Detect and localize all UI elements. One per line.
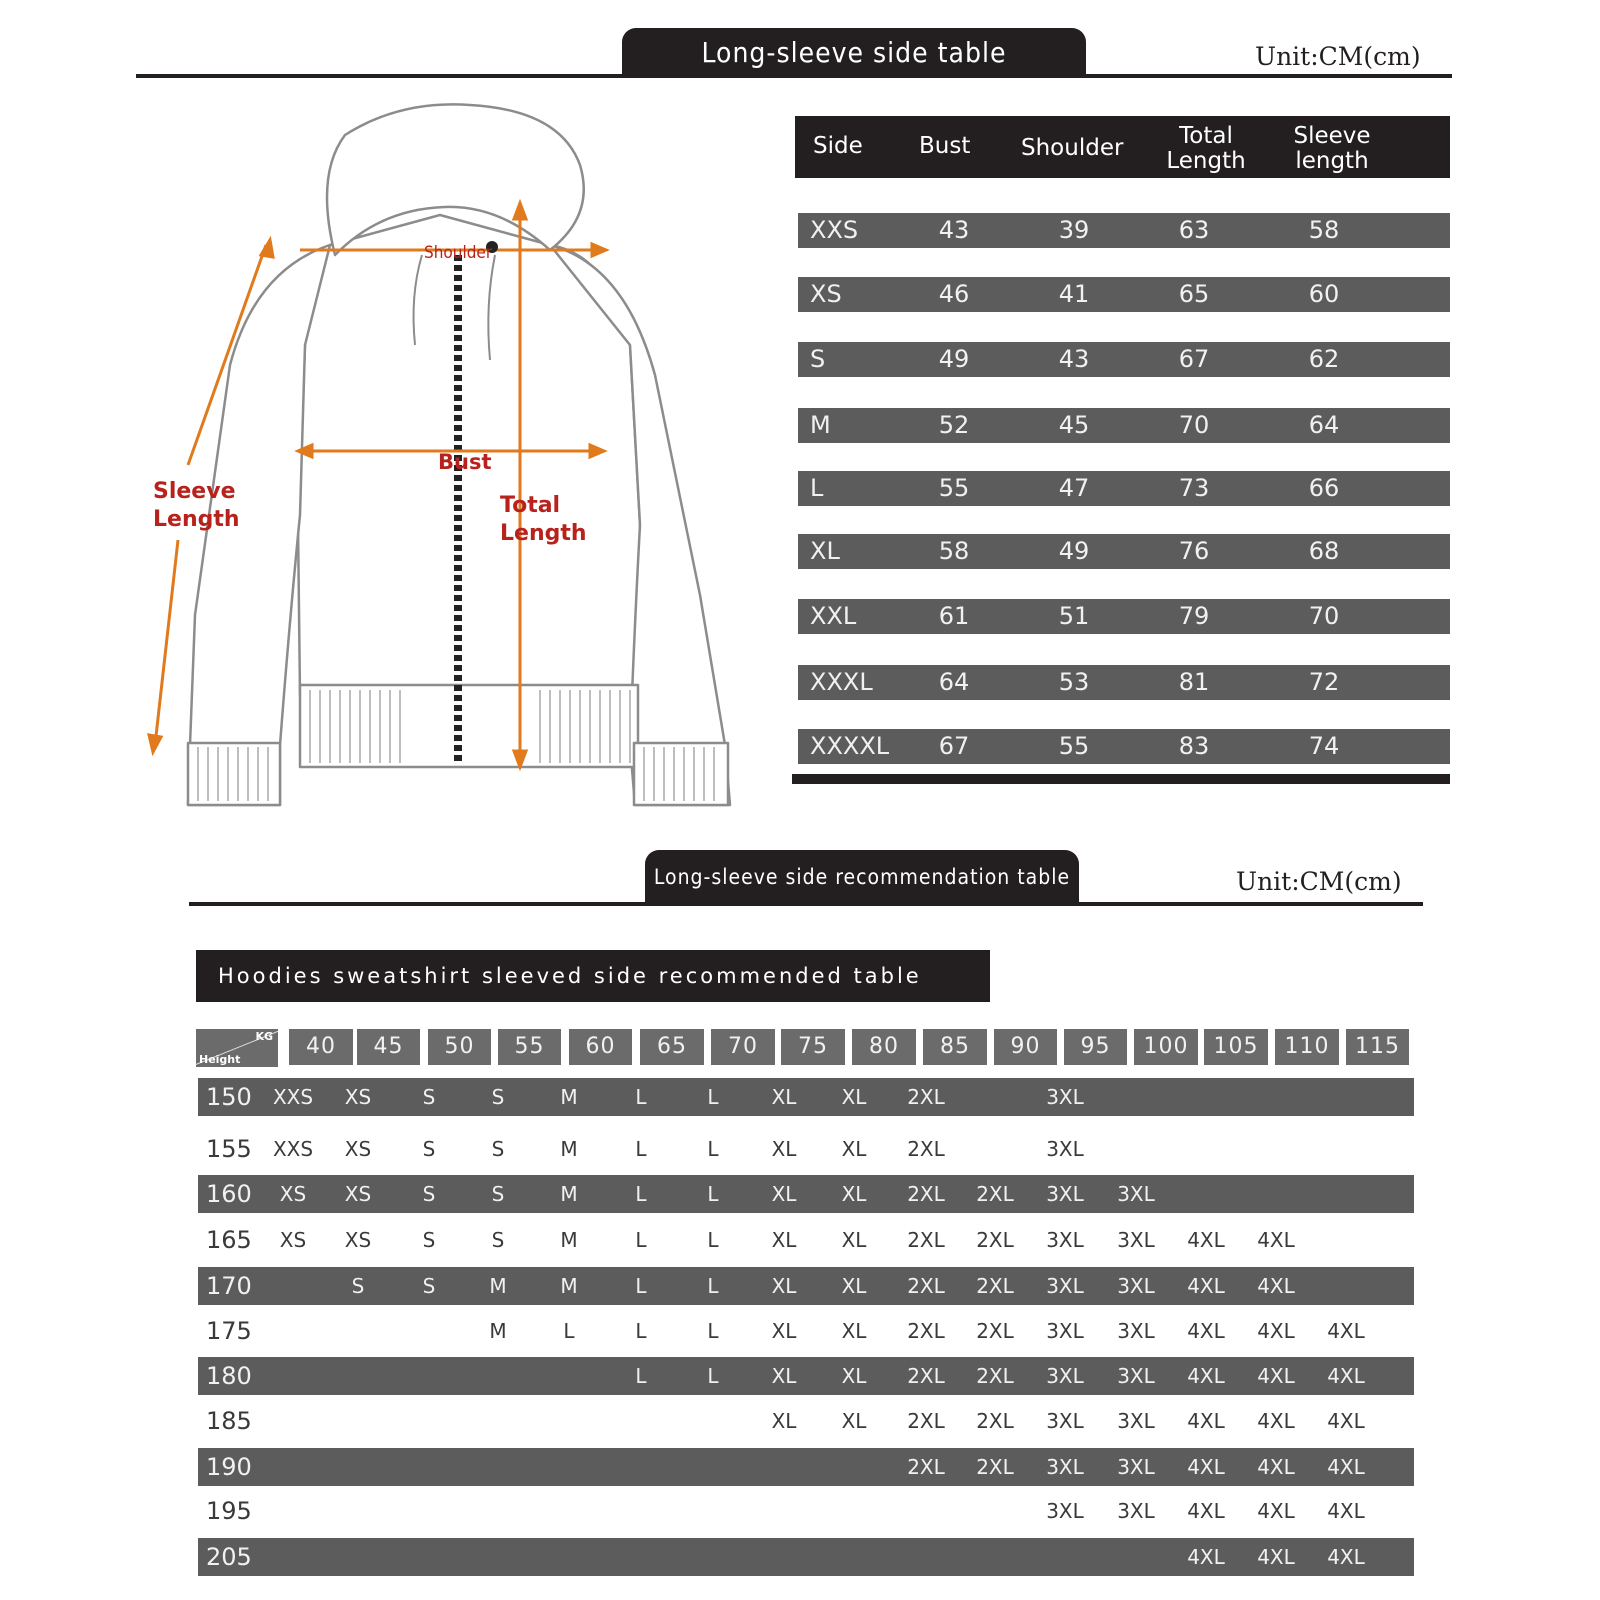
size-recommendation-cell: 2XL [907,1228,945,1252]
size-cell-sleeve-length: 64 [1308,411,1340,439]
size-recommendation-cell: 4XL [1257,1319,1295,1343]
size-recommendation-cell: S [491,1182,505,1206]
size-recommendation-cell: 2XL [907,1409,945,1433]
size-recommendation-cell: L [707,1085,719,1109]
height-label: Height [199,1053,241,1066]
size-cell-total-length: 73 [1178,474,1210,502]
size-row [798,665,1450,700]
size-recommendation-cell: 3XL [1046,1319,1084,1343]
size-recommendation-cell: 4XL [1327,1409,1365,1433]
size-recommendation-cell: L [707,1182,719,1206]
recommendation-tab [645,850,1079,904]
weight-header-cell: 75 [781,1029,845,1065]
size-recommendation-cell: XL [771,1182,797,1206]
weight-header-cell: 95 [1064,1029,1127,1065]
size-recommendation-cell: XL [841,1274,867,1298]
size-recommendation-cell: XL [841,1228,867,1252]
size-cell-shoulder: 41 [1058,280,1090,308]
size-cell-bust: 52 [938,411,970,439]
size-recommendation-cell: XL [771,1409,797,1433]
size-recommendation-cell: XL [771,1364,797,1388]
size-recommendation-cell: XXS [272,1137,314,1161]
size-recommendation-cell: 4XL [1257,1228,1295,1252]
size-recommendation-cell: 3XL [1117,1409,1155,1433]
size-cell-sleeve-length: 72 [1308,668,1340,696]
size-recommendation-cell: 3XL [1046,1137,1084,1161]
size-recommendation-cell: 2XL [907,1364,945,1388]
size-row [798,534,1450,569]
weight-header-cell: 80 [852,1029,916,1065]
size-recommendation-cell: 2XL [907,1455,945,1479]
size-recommendation-cell: 4XL [1187,1228,1225,1252]
size-recommendation-cell: L [707,1228,719,1252]
recommendation-row [198,1078,1414,1116]
size-cell-shoulder: 51 [1058,602,1090,630]
size-recommendation-cell: L [635,1085,647,1109]
hoodies-table-title: Hoodies sweatshirt sleeved side recommended table [196,950,990,1002]
size-recommendation-cell: 2XL [976,1364,1014,1388]
height-cell: 190 [206,1453,252,1481]
size-cell-sleeve-length: 58 [1308,216,1340,244]
col-header-side: Side [813,133,863,159]
size-recommendation-cell: 3XL [1117,1228,1155,1252]
size-recommendation-cell: M [560,1182,578,1206]
size-cell-total-length: 81 [1178,668,1210,696]
size-recommendation-cell: 3XL [1046,1409,1084,1433]
size-recommendation-cell: L [707,1364,719,1388]
size-recommendation-cell: S [422,1137,436,1161]
size-recommendation-cell: 4XL [1257,1455,1295,1479]
size-recommendation-cell: 4XL [1327,1499,1365,1523]
recommendation-row [198,1492,1414,1530]
recommendation-row [198,1402,1414,1440]
size-recommendation-cell: XS [279,1228,307,1252]
size-recommendation-cell: 2XL [976,1409,1014,1433]
size-recommendation-cell: S [491,1085,505,1109]
size-cell-shoulder: 43 [1058,345,1090,373]
size-recommendation-cell: 3XL [1117,1274,1155,1298]
size-recommendation-cell: 2XL [976,1274,1014,1298]
size-cell-bust: 58 [938,537,970,565]
size-recommendation-cell: S [422,1228,436,1252]
size-recommendation-cell: L [707,1274,719,1298]
size-cell-bust: 49 [938,345,970,373]
height-cell: 185 [206,1407,252,1435]
col-header-sleeve-length: Sleeve length [1293,123,1371,174]
sleeve-length-label: Sleeve Length [153,479,240,532]
size-recommendation-cell: L [635,1364,647,1388]
height-cell: 205 [206,1543,252,1571]
size-recommendation-cell: 4XL [1327,1364,1365,1388]
weight-header-cell: 115 [1346,1029,1409,1065]
size-recommendation-cell: XL [771,1137,797,1161]
size-cell-shoulder: 39 [1058,216,1090,244]
size-recommendation-cell: 4XL [1257,1409,1295,1433]
size-recommendation-cell: M [489,1274,507,1298]
size-cell-size: XXS [810,216,859,244]
size-table-header [795,116,1450,178]
size-recommendation-cell: S [422,1274,436,1298]
size-recommendation-cell: 4XL [1187,1274,1225,1298]
size-recommendation-cell: 4XL [1187,1455,1225,1479]
size-cell-bust: 46 [938,280,970,308]
size-cell-bust: 67 [938,732,970,760]
size-cell-shoulder: 47 [1058,474,1090,502]
size-recommendation-cell: M [560,1137,578,1161]
size-recommendation-cell: 3XL [1046,1085,1084,1109]
weight-header-cell: 45 [357,1029,420,1065]
size-table-bottom-rule [792,774,1450,784]
size-recommendation-cell: 4XL [1327,1455,1365,1479]
size-recommendation-cell: XL [841,1182,867,1206]
size-recommendation-cell: S [422,1085,436,1109]
size-cell-size: XXXXL [810,732,890,760]
weight-header-cell: 50 [428,1029,491,1065]
size-recommendation-cell: 3XL [1117,1499,1155,1523]
hoodie-left-cuff [188,743,280,805]
size-cell-sleeve-length: 68 [1308,537,1340,565]
size-cell-size: XS [810,280,842,308]
size-recommendation-cell: XS [344,1085,372,1109]
size-recommendation-cell: S [422,1182,436,1206]
recommendation-row [198,1221,1414,1259]
recommendation-row [198,1175,1414,1213]
height-weight-corner [196,1029,278,1067]
size-recommendation-cell: 2XL [976,1455,1014,1479]
size-recommendation-cell: L [635,1319,647,1343]
size-recommendation-cell: 3XL [1046,1274,1084,1298]
col-header-shoulder: Shoulder [1021,135,1124,161]
size-cell-size: XXXL [810,668,873,696]
size-cell-shoulder: 53 [1058,668,1090,696]
size-cell-total-length: 70 [1178,411,1210,439]
size-row [798,277,1450,312]
size-recommendation-cell: XL [771,1085,797,1109]
size-cell-total-length: 83 [1178,732,1210,760]
size-recommendation-cell: L [563,1319,575,1343]
size-recommendation-cell: 4XL [1257,1499,1295,1523]
size-recommendation-cell: 4XL [1187,1319,1225,1343]
weight-header-cell: 55 [498,1029,561,1065]
size-recommendation-cell: 3XL [1046,1455,1084,1479]
height-cell: 195 [206,1497,252,1525]
size-recommendation-cell: XL [841,1319,867,1343]
size-cell-shoulder: 49 [1058,537,1090,565]
size-row [798,471,1450,506]
size-recommendation-cell: 3XL [1117,1182,1155,1206]
size-cell-bust: 61 [938,602,970,630]
size-recommendation-cell: 2XL [907,1085,945,1109]
size-row [798,729,1450,764]
size-recommendation-cell: L [707,1137,719,1161]
size-recommendation-cell: 2XL [976,1319,1014,1343]
size-cell-shoulder: 45 [1058,411,1090,439]
size-recommendation-cell: 3XL [1046,1228,1084,1252]
size-recommendation-cell: 4XL [1257,1545,1295,1569]
size-recommendation-cell: XL [841,1137,867,1161]
weight-header-cell: 65 [640,1029,704,1065]
size-row [798,342,1450,377]
col-header-bust: Bust [919,133,971,159]
size-recommendation-cell: M [489,1319,507,1343]
size-recommendation-cell: L [635,1228,647,1252]
height-cell: 150 [206,1083,252,1111]
size-recommendation-cell: 2XL [976,1228,1014,1252]
col-header-total-length: Total Length [1166,123,1246,174]
size-cell-sleeve-length: 66 [1308,474,1340,502]
total-length-label: Total Length [500,493,587,546]
size-recommendation-cell: 4XL [1257,1364,1295,1388]
size-cell-total-length: 67 [1178,345,1210,373]
size-recommendation-cell: S [491,1228,505,1252]
size-recommendation-cell: 2XL [907,1274,945,1298]
height-cell: 160 [206,1180,252,1208]
size-cell-total-length: 65 [1178,280,1210,308]
size-recommendation-cell: 2XL [976,1182,1014,1206]
size-recommendation-cell: 4XL [1187,1499,1225,1523]
size-recommendation-cell: L [707,1319,719,1343]
size-recommendation-cell: XS [344,1228,372,1252]
size-recommendation-cell: L [635,1182,647,1206]
size-recommendation-cell: XL [841,1409,867,1433]
size-recommendation-cell: XL [771,1319,797,1343]
size-cell-sleeve-length: 70 [1308,602,1340,630]
size-table-title: Long-sleeve side table [701,35,1007,69]
size-cell-size: XXL [810,602,857,630]
size-cell-total-length: 79 [1178,602,1210,630]
height-cell: 180 [206,1362,252,1390]
size-recommendation-cell: XL [841,1364,867,1388]
size-recommendation-cell: 3XL [1117,1455,1155,1479]
weight-header-cell: 105 [1204,1029,1268,1065]
recommendation-row [198,1538,1414,1576]
size-row [798,599,1450,634]
size-recommendation-cell: S [491,1137,505,1161]
weight-header-cell: 85 [923,1029,987,1065]
weight-header-cell: 110 [1275,1029,1339,1065]
recommendation-row [198,1130,1414,1168]
size-table-unit: Unit:CM(cm) [1255,42,1421,71]
size-recommendation-cell: L [635,1274,647,1298]
size-recommendation-cell: XL [841,1085,867,1109]
size-recommendation-cell: XL [771,1228,797,1252]
size-recommendation-cell: XL [771,1274,797,1298]
size-table-tab [622,28,1086,76]
size-recommendation-cell: XS [344,1182,372,1206]
size-recommendation-cell: XS [279,1182,307,1206]
height-cell: 155 [206,1135,252,1163]
size-recommendation-cell: M [560,1085,578,1109]
recommendation-title: Long-sleeve side recommendation table [653,865,1071,889]
size-recommendation-cell: 2XL [907,1182,945,1206]
size-recommendation-cell: 2XL [907,1319,945,1343]
size-cell-total-length: 76 [1178,537,1210,565]
size-recommendation-cell: L [635,1137,647,1161]
size-row [798,408,1450,443]
size-recommendation-cell: 4XL [1327,1319,1365,1343]
size-recommendation-cell: 3XL [1117,1319,1155,1343]
size-recommendation-cell: S [351,1274,365,1298]
size-cell-size: M [810,411,831,439]
size-recommendation-cell: 3XL [1046,1499,1084,1523]
weight-header-cell: 40 [289,1029,353,1065]
size-cell-total-length: 63 [1178,216,1210,244]
size-cell-shoulder: 55 [1058,732,1090,760]
size-cell-bust: 64 [938,668,970,696]
size-cell-sleeve-length: 62 [1308,345,1340,373]
size-recommendation-cell: M [560,1274,578,1298]
recommendation-row [198,1357,1414,1395]
size-recommendation-cell: 2XL [907,1137,945,1161]
size-recommendation-cell: XS [344,1137,372,1161]
recommendation-unit: Unit:CM(cm) [1236,867,1402,896]
size-cell-size: XL [810,537,840,565]
size-recommendation-cell: XXS [272,1085,314,1109]
size-recommendation-cell: 4XL [1187,1545,1225,1569]
weight-header-cell: 90 [994,1029,1057,1065]
size-recommendation-cell: 3XL [1117,1364,1155,1388]
height-cell: 165 [206,1226,252,1254]
size-cell-sleeve-length: 60 [1308,280,1340,308]
weight-header-cell: 100 [1134,1029,1198,1065]
recommendation-row [198,1267,1414,1305]
size-cell-sleeve-length: 74 [1308,732,1340,760]
size-cell-bust: 43 [938,216,970,244]
size-cell-size: S [810,345,826,373]
size-recommendation-cell: 4XL [1187,1364,1225,1388]
size-cell-bust: 55 [938,474,970,502]
height-cell: 175 [206,1317,252,1345]
shoulder-label: Shoulder [424,243,493,263]
size-cell-size: L [810,474,824,502]
size-recommendation-cell: 3XL [1046,1182,1084,1206]
height-cell: 170 [206,1272,252,1300]
recommendation-row [198,1312,1414,1350]
size-recommendation-cell: 4XL [1257,1274,1295,1298]
size-recommendation-cell: M [560,1228,578,1252]
weight-header-cell: 60 [569,1029,632,1065]
recommendation-row [198,1448,1414,1486]
bust-label: Bust [438,450,492,474]
kg-label: KG [255,1030,273,1043]
size-recommendation-cell: 4XL [1327,1545,1365,1569]
size-recommendation-cell: 4XL [1187,1409,1225,1433]
size-recommendation-cell: 3XL [1046,1364,1084,1388]
size-row [798,213,1450,248]
weight-header-cell: 70 [711,1029,775,1065]
